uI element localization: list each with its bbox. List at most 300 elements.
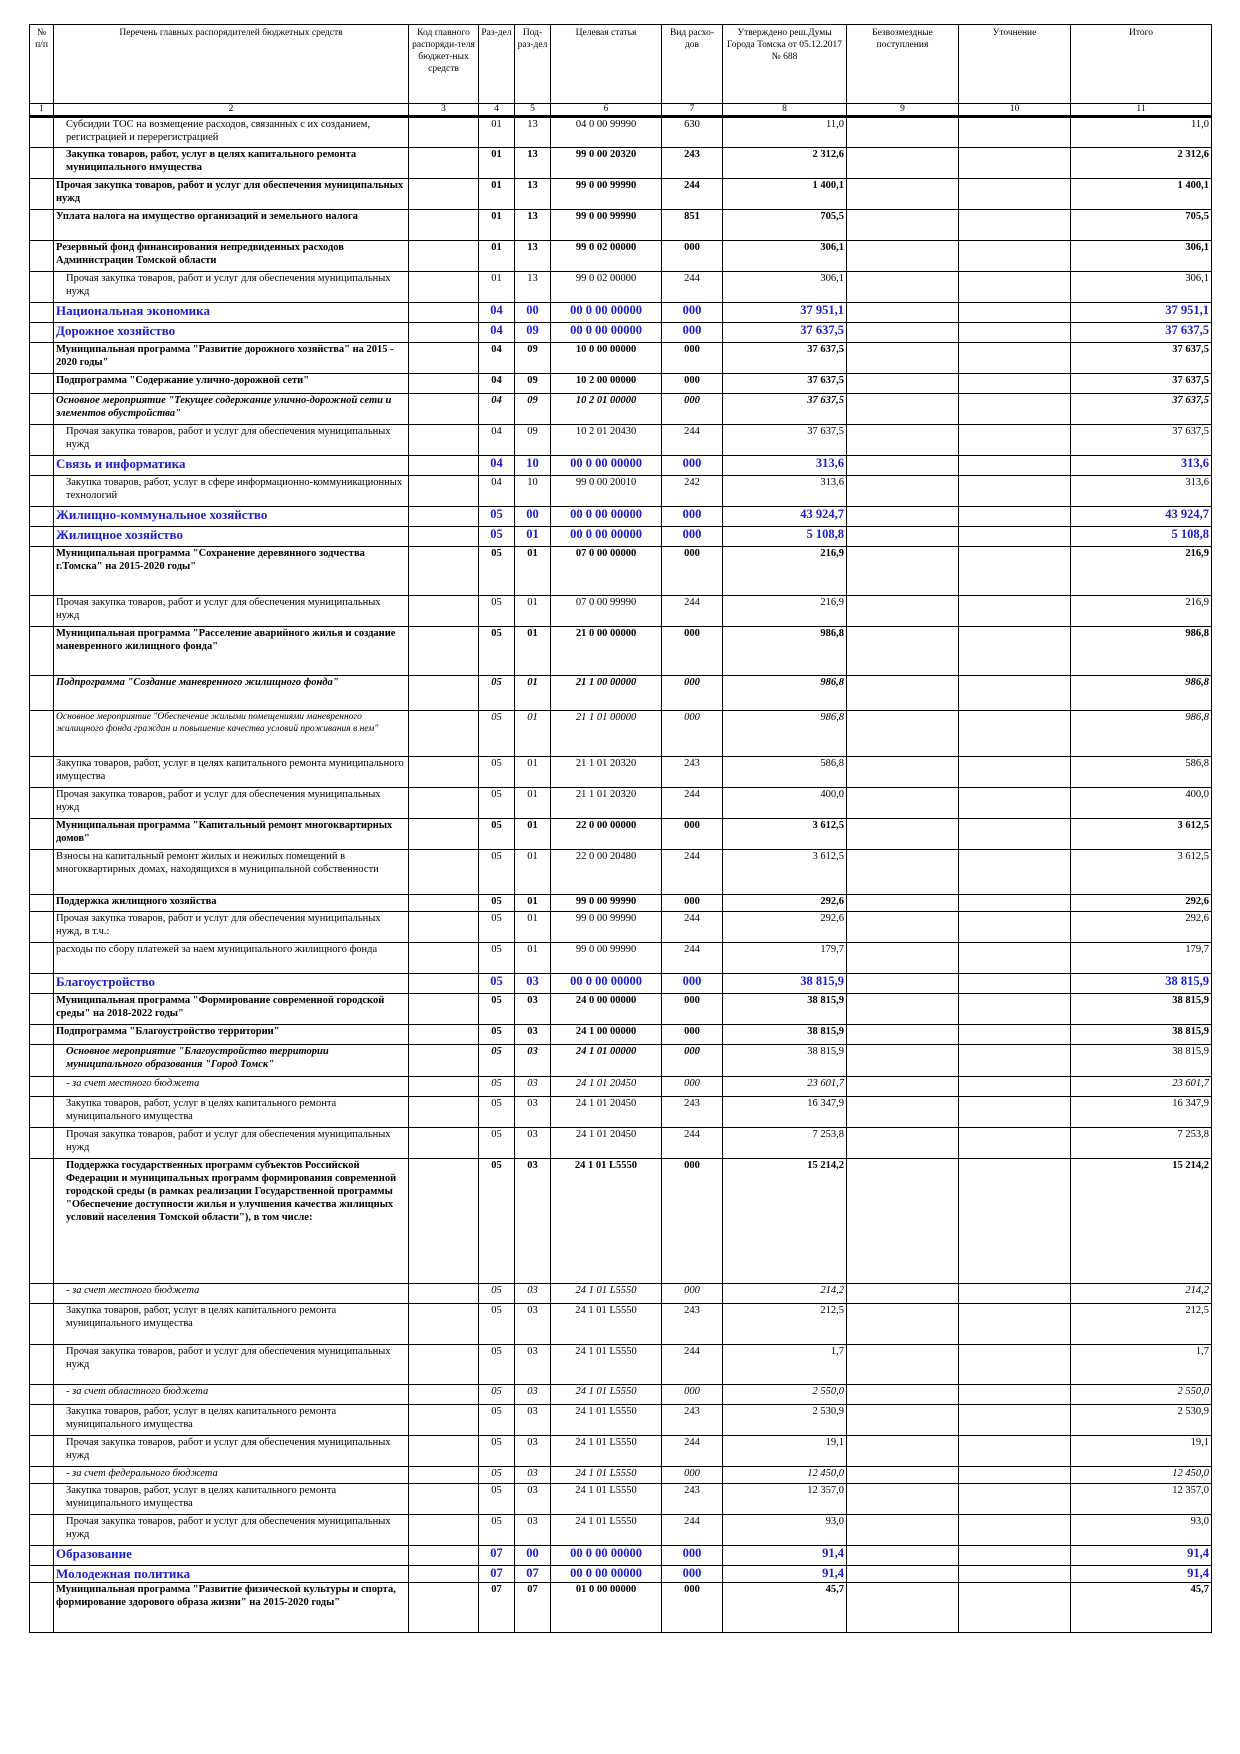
podrazdel-cell: 01 <box>515 527 551 547</box>
refine-cell <box>959 272 1071 303</box>
razdel-cell: 04 <box>479 343 515 374</box>
podrazdel-cell: 01 <box>515 943 551 974</box>
gratis-cell <box>847 943 959 974</box>
no-cell <box>30 1484 54 1515</box>
approved-cell: 1 400,1 <box>723 179 847 210</box>
code-cell <box>409 1436 479 1467</box>
total-cell: 313,6 <box>1071 456 1212 476</box>
total-cell: 1,7 <box>1071 1345 1212 1385</box>
podrazdel-cell: 01 <box>515 757 551 788</box>
kind-cell: 243 <box>662 1097 723 1128</box>
total-cell: 306,1 <box>1071 241 1212 272</box>
approved-cell: 37 637,5 <box>723 343 847 374</box>
table-row <box>30 1467 1212 1484</box>
kind-cell: 244 <box>662 1515 723 1546</box>
no-cell <box>30 974 54 994</box>
table-row <box>30 994 1212 1025</box>
target-cell: 99 0 00 99990 <box>551 943 662 974</box>
code-cell <box>409 819 479 850</box>
approved-cell: 214,2 <box>723 1284 847 1304</box>
refine-cell <box>959 1159 1071 1284</box>
podrazdel-cell: 00 <box>515 507 551 527</box>
target-cell: 00 0 00 00000 <box>551 323 662 343</box>
podrazdel-cell: 01 <box>515 850 551 895</box>
total-cell: 91,4 <box>1071 1546 1212 1566</box>
approved-cell: 986,8 <box>723 627 847 676</box>
item-name: - за счет местного бюджета <box>54 1077 409 1097</box>
total-cell: 306,1 <box>1071 272 1212 303</box>
podrazdel-cell: 01 <box>515 547 551 596</box>
refine-cell <box>959 527 1071 547</box>
refine-cell <box>959 1566 1071 1583</box>
approved-cell: 292,6 <box>723 895 847 912</box>
podrazdel-cell: 00 <box>515 1546 551 1566</box>
no-cell <box>30 527 54 547</box>
code-cell <box>409 394 479 425</box>
item-name: Прочая закупка товаров, работ и услуг для обеспечения муниципальных нужд <box>54 425 409 456</box>
no-cell <box>30 1583 54 1633</box>
gratis-cell <box>847 757 959 788</box>
target-cell: 21 1 01 20320 <box>551 757 662 788</box>
approved-cell: 12 450,0 <box>723 1467 847 1484</box>
approved-cell: 37 637,5 <box>723 394 847 425</box>
podrazdel-cell: 03 <box>515 974 551 994</box>
podrazdel-cell: 03 <box>515 1045 551 1077</box>
razdel-cell: 05 <box>479 1515 515 1546</box>
approved-cell: 93,0 <box>723 1515 847 1546</box>
razdel-cell: 05 <box>479 1484 515 1515</box>
approved-cell: 212,5 <box>723 1304 847 1345</box>
refine-cell <box>959 1304 1071 1345</box>
razdel-cell: 05 <box>479 711 515 757</box>
code-cell <box>409 303 479 323</box>
total-cell: 37 637,5 <box>1071 394 1212 425</box>
budget-table <box>29 24 1212 1633</box>
gratis-cell <box>847 476 959 507</box>
table-row <box>30 895 1212 912</box>
item-name: Муниципальная программа "Расселение аварийного жилья и создание маневренного жилищного фонда" <box>54 627 409 676</box>
target-cell: 10 2 01 20430 <box>551 425 662 456</box>
refine-cell <box>959 394 1071 425</box>
approved-cell: 306,1 <box>723 272 847 303</box>
approved-cell: 179,7 <box>723 943 847 974</box>
target-cell: 00 0 00 00000 <box>551 974 662 994</box>
approved-cell: 38 815,9 <box>723 1025 847 1045</box>
item-name: Основное мероприятие "Обеспечение жилыми помещениями маневренного жилищного фонда граждан и повышение качества условий проживания в нем" <box>54 711 409 757</box>
kind-cell: 000 <box>662 547 723 596</box>
table-row <box>30 1159 1212 1284</box>
table-row <box>30 1128 1212 1159</box>
refine-cell <box>959 148 1071 179</box>
total-cell: 15 214,2 <box>1071 1159 1212 1284</box>
target-cell: 24 1 01 20450 <box>551 1077 662 1097</box>
target-cell: 00 0 00 00000 <box>551 456 662 476</box>
no-cell <box>30 547 54 596</box>
approved-cell: 986,8 <box>723 676 847 711</box>
gratis-cell <box>847 1159 959 1284</box>
column-number: 3 <box>409 104 479 117</box>
gratis-cell <box>847 148 959 179</box>
refine-cell <box>959 943 1071 974</box>
no-cell <box>30 179 54 210</box>
gratis-cell <box>847 343 959 374</box>
kind-cell: 000 <box>662 1077 723 1097</box>
approved-cell: 45,7 <box>723 1583 847 1633</box>
approved-cell: 1,7 <box>723 1345 847 1385</box>
table-row <box>30 425 1212 456</box>
approved-cell: 38 815,9 <box>723 974 847 994</box>
razdel-cell: 05 <box>479 1025 515 1045</box>
kind-cell: 000 <box>662 711 723 757</box>
refine-cell <box>959 711 1071 757</box>
target-cell: 10 2 00 00000 <box>551 374 662 394</box>
approved-cell: 37 951,1 <box>723 303 847 323</box>
podrazdel-cell: 03 <box>515 1467 551 1484</box>
gratis-cell <box>847 117 959 148</box>
kind-cell: 244 <box>662 943 723 974</box>
total-cell: 292,6 <box>1071 895 1212 912</box>
gratis-cell <box>847 1025 959 1045</box>
razdel-cell: 04 <box>479 374 515 394</box>
code-cell <box>409 507 479 527</box>
gratis-cell <box>847 711 959 757</box>
no-cell <box>30 303 54 323</box>
no-cell <box>30 323 54 343</box>
no-cell <box>30 394 54 425</box>
item-name: Жилищное хозяйство <box>54 527 409 547</box>
column-number: 7 <box>662 104 723 117</box>
total-cell: 179,7 <box>1071 943 1212 974</box>
kind-cell: 243 <box>662 1405 723 1436</box>
refine-cell <box>959 117 1071 148</box>
header-row <box>30 25 1212 104</box>
no-cell <box>30 374 54 394</box>
podrazdel-cell: 03 <box>515 1436 551 1467</box>
code-cell <box>409 1405 479 1436</box>
podrazdel-cell: 03 <box>515 1284 551 1304</box>
kind-cell: 000 <box>662 1025 723 1045</box>
refine-cell <box>959 994 1071 1025</box>
approved-cell: 306,1 <box>723 241 847 272</box>
column-number: 5 <box>515 104 551 117</box>
total-cell: 11,0 <box>1071 117 1212 148</box>
approved-cell: 91,4 <box>723 1566 847 1583</box>
item-name: Закупка товаров, работ, услуг в целях капитального ремонта муниципального имущества <box>54 757 409 788</box>
podrazdel-cell: 01 <box>515 596 551 627</box>
item-name: Жилищно-коммунальное хозяйство <box>54 507 409 527</box>
kind-cell: 244 <box>662 1345 723 1385</box>
item-name: - за счет федерального бюджета <box>54 1467 409 1484</box>
item-name: Закупка товаров, работ, услуг в целях капитального ремонта муниципального имущества <box>54 1304 409 1345</box>
podrazdel-cell: 09 <box>515 425 551 456</box>
razdel-cell: 05 <box>479 1304 515 1345</box>
approved-cell: 23 601,7 <box>723 1077 847 1097</box>
total-cell: 986,8 <box>1071 676 1212 711</box>
podrazdel-cell: 03 <box>515 1025 551 1045</box>
approved-cell: 3 612,5 <box>723 819 847 850</box>
razdel-cell: 01 <box>479 179 515 210</box>
table-row <box>30 1385 1212 1405</box>
code-cell <box>409 912 479 943</box>
item-name: Резервный фонд финансирования непредвиденных расходов Администрации Томской области <box>54 241 409 272</box>
kind-cell: 243 <box>662 1304 723 1345</box>
target-cell: 99 0 02 00000 <box>551 272 662 303</box>
table-row <box>30 303 1212 323</box>
total-cell: 214,2 <box>1071 1284 1212 1304</box>
podrazdel-cell: 13 <box>515 179 551 210</box>
total-cell: 400,0 <box>1071 788 1212 819</box>
razdel-cell: 07 <box>479 1583 515 1633</box>
no-cell <box>30 148 54 179</box>
podrazdel-cell: 03 <box>515 1097 551 1128</box>
item-name: Прочая закупка товаров, работ и услуг для обеспечения муниципальных нужд <box>54 596 409 627</box>
table-row <box>30 596 1212 627</box>
gratis-cell <box>847 303 959 323</box>
refine-cell <box>959 1345 1071 1385</box>
target-cell: 24 1 01 L5550 <box>551 1304 662 1345</box>
item-name: Муниципальная программа "Формирование современной городской среды" на 2018-2022 годы" <box>54 994 409 1025</box>
razdel-cell: 01 <box>479 241 515 272</box>
total-cell: 37 637,5 <box>1071 374 1212 394</box>
gratis-cell <box>847 527 959 547</box>
item-name: Закупка товаров, работ, услуг в целях капитального ремонта муниципального имущества <box>54 1484 409 1515</box>
item-name: Поддержка государственных программ субъектов Российской Федерации и муниципальных программ формирования современной городской среды (в рамках реализации Государственной программы "Обеспечение доступности жилья и улучшения качества жилищных условий населения Томской области"), в том числе: <box>54 1159 409 1284</box>
podrazdel-cell: 03 <box>515 994 551 1025</box>
gratis-cell <box>847 1515 959 1546</box>
target-cell: 22 0 00 00000 <box>551 819 662 850</box>
refine-cell <box>959 476 1071 507</box>
gratis-cell <box>847 912 959 943</box>
approved-cell: 37 637,5 <box>723 425 847 456</box>
podrazdel-cell: 01 <box>515 788 551 819</box>
no-cell <box>30 994 54 1025</box>
code-cell <box>409 895 479 912</box>
item-name: Прочая закупка товаров, работ и услуг для обеспечения муниципальных нужд <box>54 179 409 210</box>
target-cell: 99 0 00 99990 <box>551 912 662 943</box>
approved-cell: 400,0 <box>723 788 847 819</box>
approved-cell: 292,6 <box>723 912 847 943</box>
refine-cell <box>959 1045 1071 1077</box>
total-cell: 38 815,9 <box>1071 974 1212 994</box>
column-number: 10 <box>959 104 1071 117</box>
kind-cell: 000 <box>662 343 723 374</box>
approved-cell: 37 637,5 <box>723 323 847 343</box>
razdel-cell: 05 <box>479 994 515 1025</box>
item-name: Муниципальная программа "Капитальный ремонт многоквартирных домов" <box>54 819 409 850</box>
table-row <box>30 850 1212 895</box>
podrazdel-cell: 03 <box>515 1385 551 1405</box>
kind-cell: 244 <box>662 912 723 943</box>
no-cell <box>30 241 54 272</box>
podrazdel-cell: 03 <box>515 1484 551 1515</box>
approved-cell: 16 347,9 <box>723 1097 847 1128</box>
no-cell <box>30 1515 54 1546</box>
gratis-cell <box>847 1566 959 1583</box>
approved-cell: 2 550,0 <box>723 1385 847 1405</box>
code-cell <box>409 425 479 456</box>
item-name: Субсидии ТОС на возмещение расходов, связанных с их созданием, регистрацией и перерегистрацией <box>54 117 409 148</box>
table-row <box>30 912 1212 943</box>
razdel-cell: 01 <box>479 210 515 241</box>
code-cell <box>409 179 479 210</box>
code-cell <box>409 148 479 179</box>
refine-cell <box>959 757 1071 788</box>
target-cell: 21 1 01 00000 <box>551 711 662 757</box>
razdel-cell: 01 <box>479 272 515 303</box>
gratis-cell <box>847 507 959 527</box>
code-cell <box>409 1284 479 1304</box>
gratis-cell <box>847 819 959 850</box>
gratis-cell <box>847 974 959 994</box>
gratis-cell <box>847 788 959 819</box>
kind-cell: 000 <box>662 323 723 343</box>
kind-cell: 000 <box>662 527 723 547</box>
code-cell <box>409 1515 479 1546</box>
table-row <box>30 323 1212 343</box>
refine-cell <box>959 1436 1071 1467</box>
table-row <box>30 210 1212 241</box>
code-cell <box>409 1097 479 1128</box>
target-cell: 24 1 01 L5550 <box>551 1484 662 1515</box>
target-cell: 99 0 00 99990 <box>551 895 662 912</box>
code-cell <box>409 974 479 994</box>
table-row <box>30 507 1212 527</box>
header-total: Итого <box>1071 25 1212 104</box>
table-row <box>30 343 1212 374</box>
podrazdel-cell: 01 <box>515 627 551 676</box>
total-cell: 37 637,5 <box>1071 425 1212 456</box>
code-cell <box>409 1304 479 1345</box>
no-cell <box>30 757 54 788</box>
refine-cell <box>959 676 1071 711</box>
refine-cell <box>959 912 1071 943</box>
item-name: Благоустройство <box>54 974 409 994</box>
podrazdel-cell: 07 <box>515 1566 551 1583</box>
table-row <box>30 819 1212 850</box>
code-cell <box>409 1546 479 1566</box>
podrazdel-cell: 13 <box>515 148 551 179</box>
code-cell <box>409 788 479 819</box>
item-name: Муниципальная программа "Развитие физической культуры и спорта, формирование здорового образа жизни" на 2015-2020 годы" <box>54 1583 409 1633</box>
gratis-cell <box>847 1405 959 1436</box>
kind-cell: 243 <box>662 148 723 179</box>
column-number: 9 <box>847 104 959 117</box>
target-cell: 00 0 00 00000 <box>551 507 662 527</box>
table-row <box>30 117 1212 148</box>
kind-cell: 000 <box>662 1467 723 1484</box>
no-cell <box>30 1284 54 1304</box>
table-row <box>30 943 1212 974</box>
code-cell <box>409 476 479 507</box>
item-name: Прочая закупка товаров, работ и услуг для обеспечения муниципальных нужд <box>54 1515 409 1546</box>
header-no: № п/п <box>30 25 54 104</box>
table-row <box>30 527 1212 547</box>
item-name: Закупка товаров, работ, услуг в целях капитального ремонта муниципального имущества <box>54 1097 409 1128</box>
gratis-cell <box>847 394 959 425</box>
gratis-cell <box>847 1045 959 1077</box>
kind-cell: 851 <box>662 210 723 241</box>
kind-cell: 000 <box>662 627 723 676</box>
total-cell: 38 815,9 <box>1071 994 1212 1025</box>
gratis-cell <box>847 272 959 303</box>
total-cell: 93,0 <box>1071 1515 1212 1546</box>
razdel-cell: 05 <box>479 507 515 527</box>
target-cell: 24 1 01 L5550 <box>551 1284 662 1304</box>
kind-cell: 244 <box>662 1128 723 1159</box>
refine-cell <box>959 819 1071 850</box>
table-row <box>30 148 1212 179</box>
gratis-cell <box>847 1385 959 1405</box>
podrazdel-cell: 03 <box>515 1345 551 1385</box>
table-row <box>30 374 1212 394</box>
target-cell: 24 1 01 20450 <box>551 1097 662 1128</box>
kind-cell: 000 <box>662 241 723 272</box>
target-cell: 24 1 01 20450 <box>551 1128 662 1159</box>
target-cell: 24 1 01 00000 <box>551 1045 662 1077</box>
total-cell: 19,1 <box>1071 1436 1212 1467</box>
total-cell: 2 550,0 <box>1071 1385 1212 1405</box>
no-cell <box>30 1045 54 1077</box>
approved-cell: 986,8 <box>723 711 847 757</box>
approved-cell: 216,9 <box>723 596 847 627</box>
code-cell <box>409 547 479 596</box>
podrazdel-cell: 01 <box>515 912 551 943</box>
target-cell: 00 0 00 00000 <box>551 527 662 547</box>
header-code: Код главного распоряди-теля бюджет-ных средств <box>409 25 479 104</box>
gratis-cell <box>847 627 959 676</box>
target-cell: 10 0 00 00000 <box>551 343 662 374</box>
kind-cell: 000 <box>662 394 723 425</box>
kind-cell: 000 <box>662 1045 723 1077</box>
table-row <box>30 1484 1212 1515</box>
total-cell: 37 637,5 <box>1071 343 1212 374</box>
podrazdel-cell: 03 <box>515 1159 551 1284</box>
refine-cell <box>959 343 1071 374</box>
code-cell <box>409 1025 479 1045</box>
code-cell <box>409 627 479 676</box>
refine-cell <box>959 788 1071 819</box>
code-cell <box>409 1345 479 1385</box>
kind-cell: 000 <box>662 819 723 850</box>
code-cell <box>409 676 479 711</box>
code-cell <box>409 994 479 1025</box>
no-cell <box>30 425 54 456</box>
no-cell <box>30 1097 54 1128</box>
item-name: Молодежная политика <box>54 1566 409 1583</box>
item-name: - за счет областного бюджета <box>54 1385 409 1405</box>
item-name: Подпрограмма "Благоустройство территории" <box>54 1025 409 1045</box>
no-cell <box>30 943 54 974</box>
code-cell <box>409 343 479 374</box>
table-row <box>30 1345 1212 1385</box>
item-name: Прочая закупка товаров, работ и услуг для обеспечения муниципальных нужд <box>54 272 409 303</box>
refine-cell <box>959 895 1071 912</box>
total-cell: 12 357,0 <box>1071 1484 1212 1515</box>
kind-cell: 000 <box>662 1583 723 1633</box>
approved-cell: 15 214,2 <box>723 1159 847 1284</box>
podrazdel-cell: 03 <box>515 1128 551 1159</box>
podrazdel-cell: 00 <box>515 303 551 323</box>
refine-cell <box>959 596 1071 627</box>
refine-cell <box>959 374 1071 394</box>
no-cell <box>30 456 54 476</box>
table-row <box>30 241 1212 272</box>
budget-sheet <box>29 24 1211 1633</box>
item-name: - за счет местного бюджета <box>54 1284 409 1304</box>
refine-cell <box>959 1128 1071 1159</box>
item-name: Поддержка жилищного хозяйства <box>54 895 409 912</box>
gratis-cell <box>847 1097 959 1128</box>
